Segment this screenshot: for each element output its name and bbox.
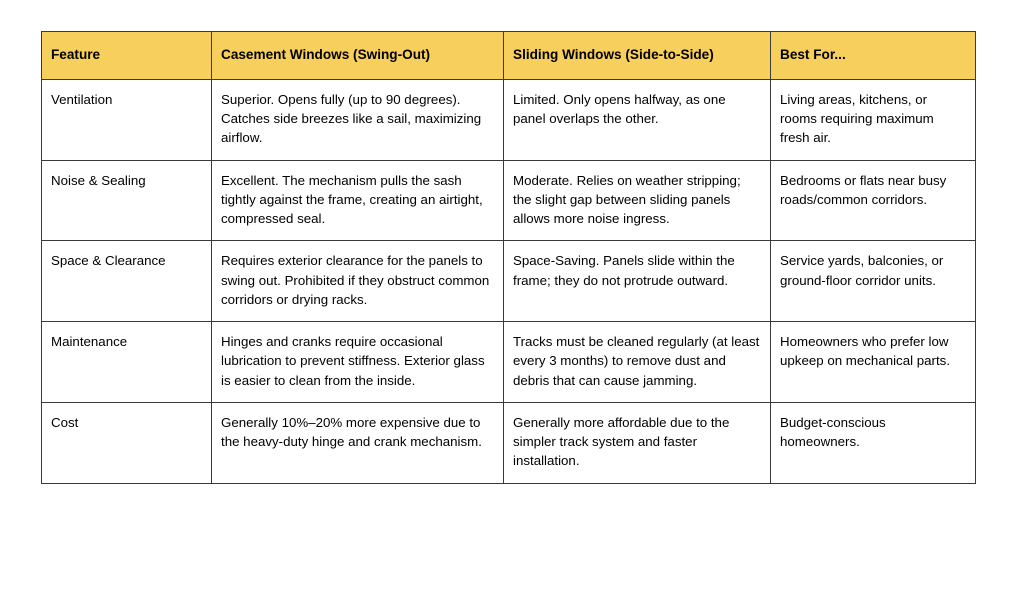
table-row (42, 402, 976, 483)
comparison-table (41, 31, 976, 484)
cell-casement: Requires exterior clearance for the panels to swing out. Prohibited if they obstruct common corridors or drying racks. (212, 241, 504, 322)
cell-best-for: Service yards, balconies, or ground-floor corridor units. (771, 241, 976, 322)
cell-sliding: Limited. Only opens halfway, as one panel overlaps the other. (504, 79, 771, 160)
cell-sliding: Moderate. Relies on weather stripping; the slight gap between sliding panels allows more noise ingress. (504, 160, 771, 241)
cell-casement: Hinges and cranks require occasional lubrication to prevent stiffness. Exterior glass is easier to clean from the inside. (212, 322, 504, 403)
cell-best-for: Living areas, kitchens, or rooms requiring maximum fresh air. (771, 79, 976, 160)
table-row (42, 79, 976, 160)
table-row (42, 322, 976, 403)
cell-feature: Cost (42, 402, 212, 483)
cell-sliding: Generally more affordable due to the simpler track system and faster installation. (504, 402, 771, 483)
table-header (42, 32, 976, 80)
table-row (42, 241, 976, 322)
cell-feature: Space & Clearance (42, 241, 212, 322)
table-body (42, 79, 976, 483)
cell-casement: Generally 10%–20% more expensive due to the heavy-duty hinge and crank mechanism. (212, 402, 504, 483)
comparison-table-container (41, 31, 975, 484)
column-header-best-for: Best For... (771, 32, 976, 80)
cell-best-for: Budget-conscious homeowners. (771, 402, 976, 483)
column-header-feature: Feature (42, 32, 212, 80)
cell-casement: Superior. Opens fully (up to 90 degrees). Catches side breezes like a sail, maximizing airflow. (212, 79, 504, 160)
cell-sliding: Space-Saving. Panels slide within the frame; they do not protrude outward. (504, 241, 771, 322)
cell-feature: Noise & Sealing (42, 160, 212, 241)
cell-best-for: Homeowners who prefer low upkeep on mechanical parts. (771, 322, 976, 403)
table-row (42, 160, 976, 241)
cell-feature: Ventilation (42, 79, 212, 160)
table-header-row (42, 32, 976, 80)
cell-casement: Excellent. The mechanism pulls the sash tightly against the frame, creating an airtight, compressed seal. (212, 160, 504, 241)
column-header-casement: Casement Windows (Swing-Out) (212, 32, 504, 80)
column-header-sliding: Sliding Windows (Side-to-Side) (504, 32, 771, 80)
cell-best-for: Bedrooms or flats near busy roads/common corridors. (771, 160, 976, 241)
cell-feature: Maintenance (42, 322, 212, 403)
cell-sliding: Tracks must be cleaned regularly (at least every 3 months) to remove dust and debris that can cause jamming. (504, 322, 771, 403)
